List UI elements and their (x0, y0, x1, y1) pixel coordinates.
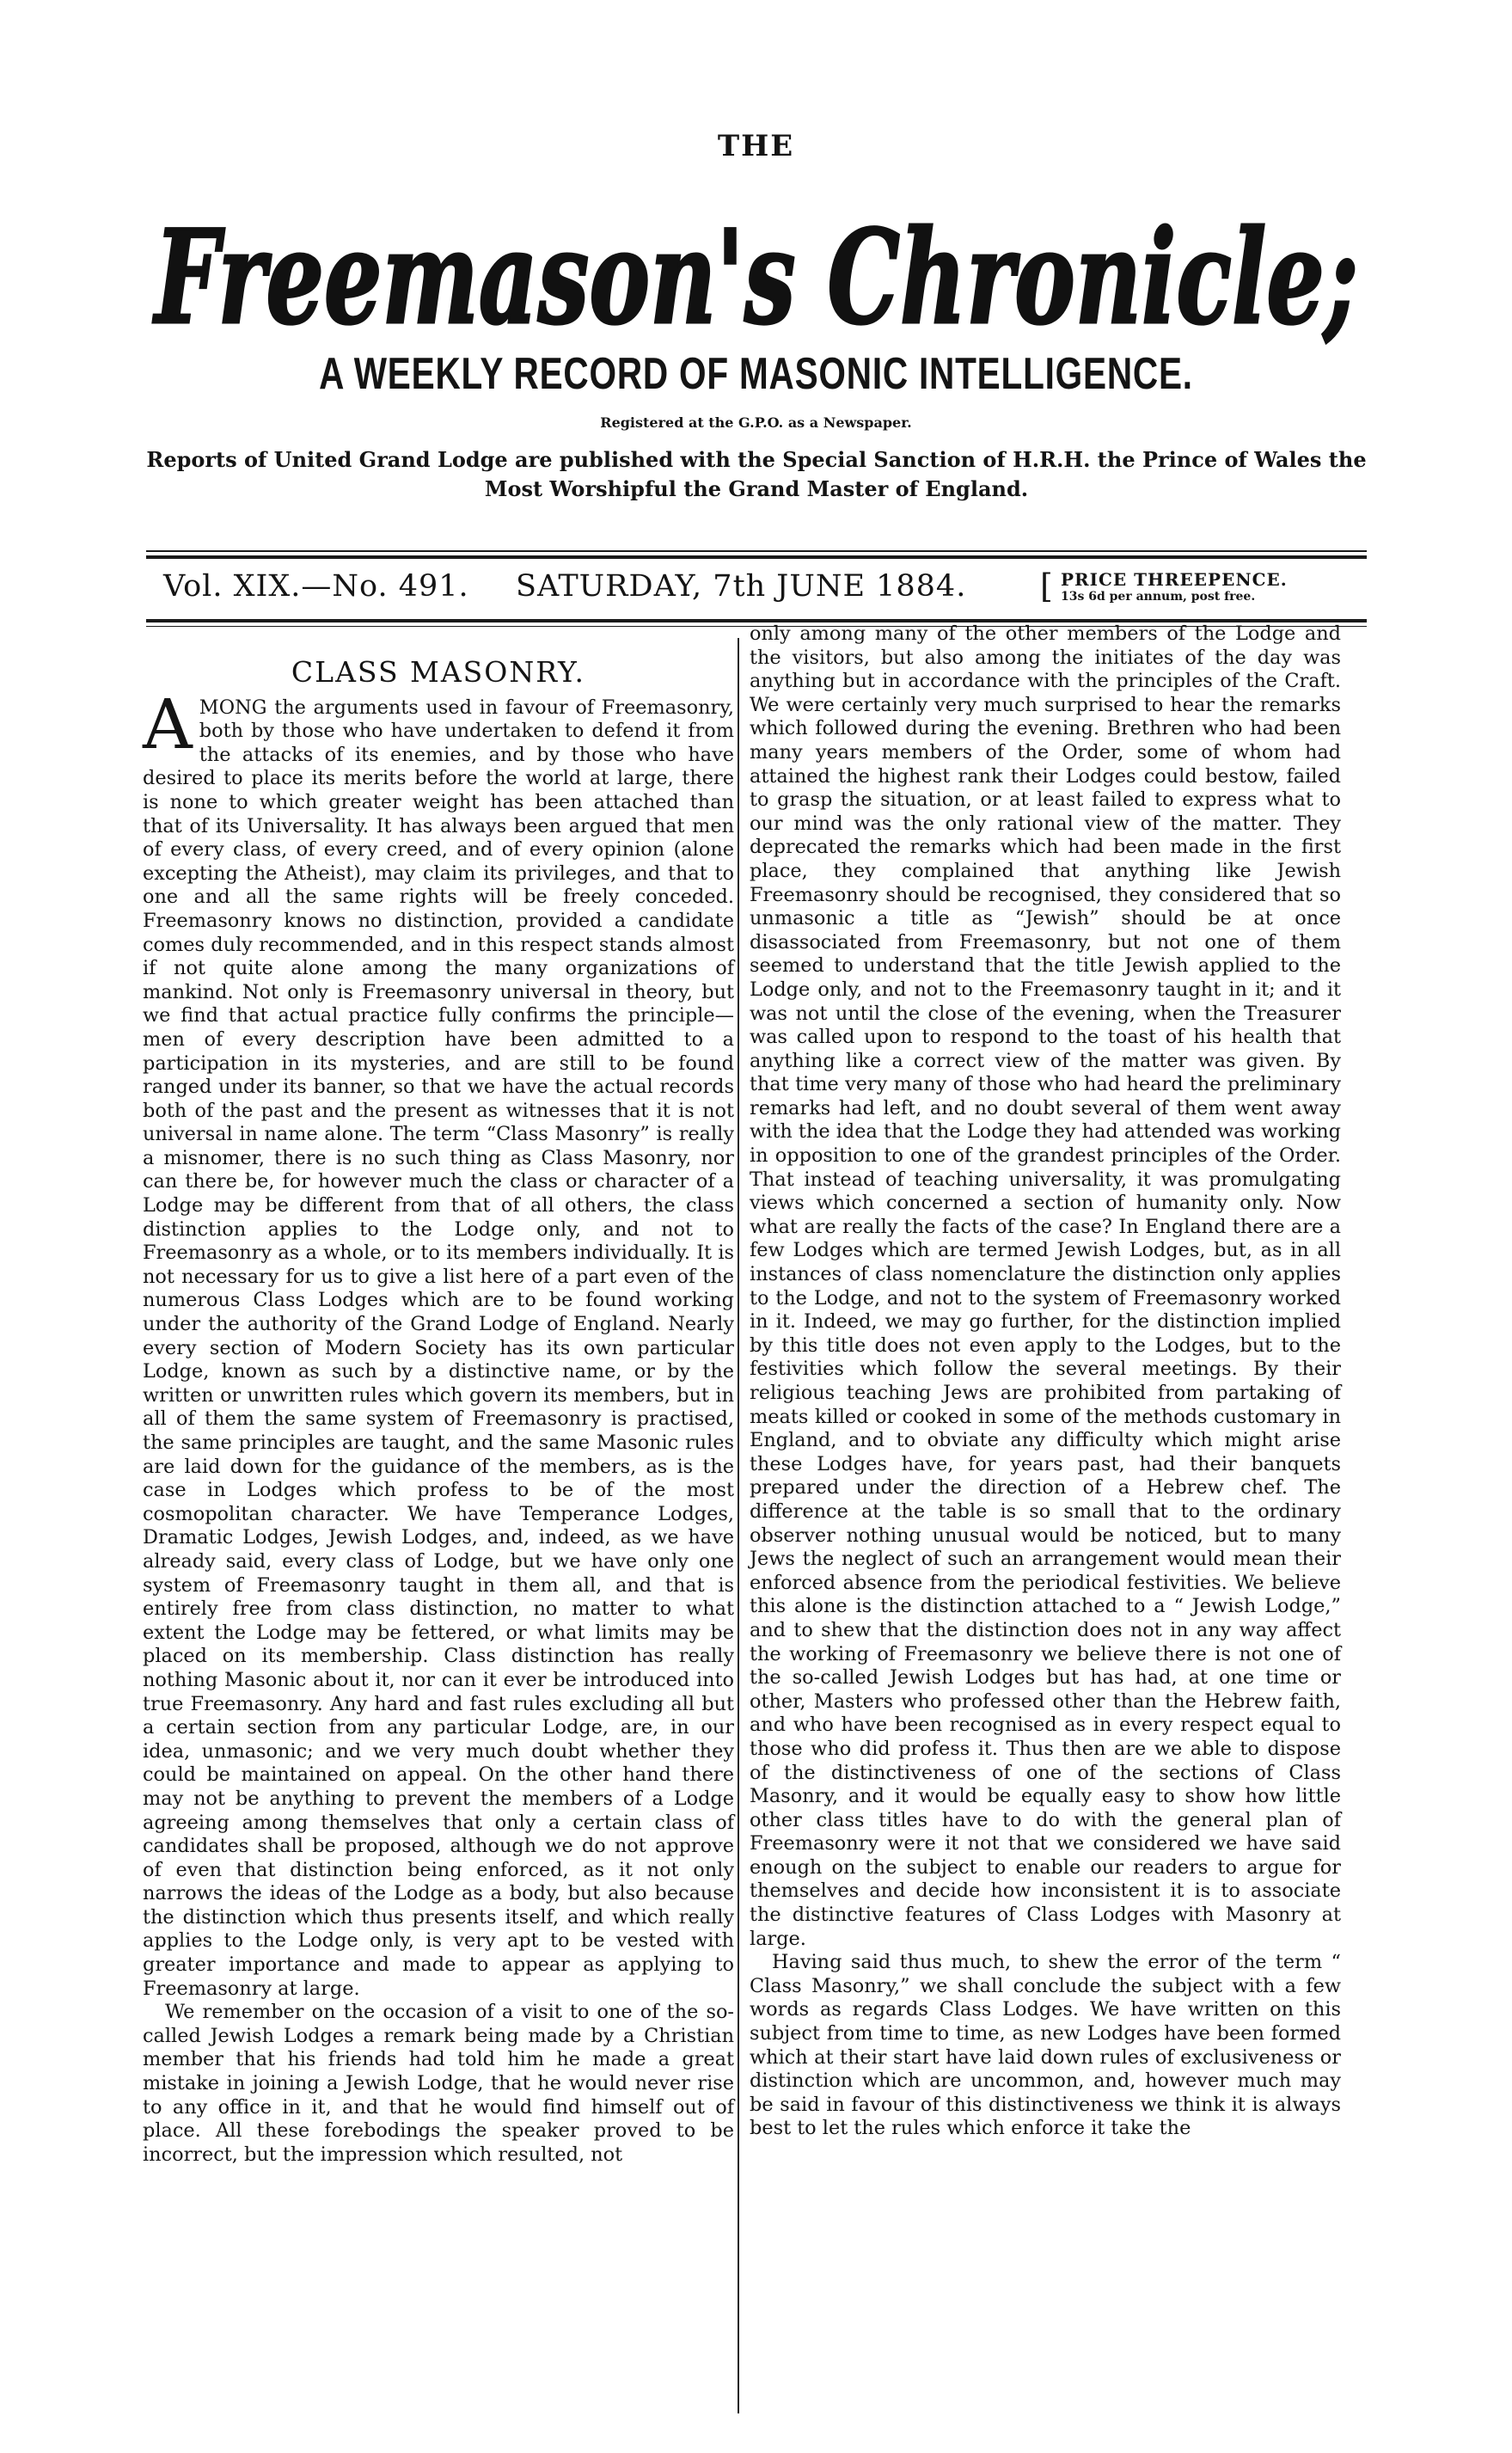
column-divider (738, 638, 739, 2413)
article-column-right (750, 622, 1341, 2141)
top-rule-thick (146, 555, 1367, 559)
article-title: CLASS MASONRY. (291, 655, 586, 689)
price-box (1040, 566, 1367, 609)
price-bracket: [ (1040, 567, 1053, 605)
volume-number: Vol. XIX.—No. 491. (163, 569, 469, 604)
sanction-notice: Reports of United Grand Lodge are published with the Special Sanction of H.R.H. the Prince of Wales the Most Worshipful the Grand Master of England. (146, 447, 1367, 501)
article-paragraph: Having said thus much, to shew the error of the term “ Class Masonry,” we shall conclude the subject with a few words as regards Class Lodges. We have written on this subject from time to time, as new Lodges have been formed which at their start have laid down rules of exclusiveness or distinction which are uncommon, and, however much may be said in favour of this distinctiveness we think it is always best to let the rules which enforce it take the (750, 1951, 1341, 2140)
masthead-text: Freemason's Chronicle; (152, 202, 1359, 353)
price: PRICE THREEPENCE. (1061, 569, 1288, 590)
article-paragraph (143, 684, 734, 2002)
article-paragraph: only among many of the other members of the Lodge and the visitors, but also among the initiates of the day was anything but in accordance with the principles of the Craft. We were certainly very much surprised to hear the remarks which followed during the evening. Brethren who had been many years members of the Order, some of whom had attained the highest rank their Lodges could bestow, failed to grasp the situation, or at least failed to express what to our mind was the only rational view of the matter. They deprecated the remarks which had been made in the first place, they complained that anything like Jewish Freemasonry should be recognised, they considered that so unmasonic a title as “Jewish” should be at once disassociated from Freemasonry, but not one of them seemed to understand that the title Jewish applied to the Lodge only, and not to the Freemasonry taught in it; and it was not until the close of the evening, when the Treasurer was called upon to respond to the toast of his health that anything like a correct view of the matter was given. By that time very many of those who had heard the preliminary remarks had left, and no doubt several of them went away with the idea that the Lodge they had attended was working in opposition to one of the grandest principles of the Order. That instead of teaching universality, it was promulgating views which concerned a section of humanity only. Now what are really the facts of the case? In England there are a few Lodges which are termed Jewish Lodges, but, as in all instances of class nomenclature the distinction only applies to the Lodge, and not to the system of Freemasonry worked in it. Indeed, we may go further, for the distinction implied by this title does not even apply to the Lodges, but to the festivities which follow the several meetings. By their religious teaching Jews are prohibited from partaking of meats killed or cooked in some of the methods customary in England, and to obviate any difficulty which might arise these Lodges have, for years past, had their banquets prepared under the direction of a Hebrew chef. The difference at the table is so small that to the ordinary observer nothing unusual would be noticed, but to many Jews the neglect of such an arrangement would mean their enforced absence from the periodical festivities. We believe this alone is the distinction attached to a “ Jewish Lodge,” and to shew that the distinction does not in any way affect the working of Freemasonry we believe there is not one of the so-called Jewish Lodges but has had, at one time or other, Masters who professed other than the Hebrew faith, and who have been recognised as in every respect equal to those who did profess it. Thus then are we able to dispose of the distinctiveness of one of the sections of Class Masonry, and it would be equally easy to show how little other class titles have to do with the general plan of Freemasonry were it not that we considered we have said enough on the subject to enable our readers to argue for themselves and decide how inconsistent it is to associate the distinctive features of Class Lodges with Masonry at large. (750, 622, 1341, 1950)
issue-bar (146, 566, 1367, 617)
subscription-rate: 13s 6d per annum, post free. (1061, 590, 1256, 604)
paragraph-text: MONG the arguments used in favour of Freemasonry, both by those who have undertaken to defend it from the attacks of its enemies, and by those who have desired to place its merits before the world at large, there is none to which greater weight has been attached than that of its Universality. It has always been argued that men of every class, of every creed, and of every opinion (alone excepting the Atheist), may claim its privileges, and that to one and all the same rights will be freely conceded. Freemasonry knows no distinction, provided a candidate comes duly recommended, and in this respect stands almost if not quite alone among the many organizations of mankind. Not only is Freemasonry universal in theory, but we find that actual practice fully confirms the principle—men of every description have been admitted to a participation in its mysteries, and are still to be found ranged under its banner, so that we have the actual records both of the past and the present as witnesses that it is not universal in name alone. The term “Class Masonry” is really a misnomer, there is no such thing as Class Masonry, nor can there be, for however much the class or character of a Lodge may be different from that of all others, the class distinction applies to the Lodge only, and not to Freemasonry as a whole, or to its members individually. It is not necessary for us to give a list here of a part even of the numerous Class Lodges which are to be found working under the authority of the Grand Lodge of England. Nearly every section of Modern Society has its own particular Lodge, known as such by a distinctive name, or by the written or unwritten rules which govern its members, but in all of them the same system of Freemasonry is practised, the same principles are taught, and the same Masonic rules are laid down for the guidance of the members, as is the case in Lodges which profess to be of the most cosmopolitan character. We have Temperance Lodges, Dramatic Lodges, Jewish Lodges, and, indeed, as we have already said, every class of Lodge, but we have only one system of Freemasonry taught in them all, and that is entirely free from class distinction, no matter to what extent the Lodge may be fettered, or what limits may be placed on its membership. Class distinction has really nothing Masonic about it, nor can it ever be introduced into true Freemasonry. Any hard and fast rules excluding all but a certain section from any particular Lodge, are, in our idea, unmasonic; and we very much doubt whether they could be maintained on appeal. On the other hand there may not be anything to prevent the members of a Lodge agreeing among themselves that only a certain class of candidates shall be proposed, although we do not approve of even that distinction being enforced, as it not only narrows the ideas of the Lodge as a body, but also because the distinction which thus presents itself, and which really applies to the Lodge only, is very apt to be vested with greater importance and made to appear as applying to Freemasonry at large. (143, 696, 734, 2000)
masthead-title (146, 181, 1367, 353)
article-column-left (143, 636, 734, 2167)
the-label: THE (717, 129, 795, 163)
masthead-blackletter (146, 181, 1367, 353)
subtitle: A WEEKLY RECORD OF MASONIC INTELLIGENCE. (319, 349, 1193, 399)
drop-cap: A (143, 684, 193, 764)
top-rule-thin (146, 550, 1367, 552)
registration-note: Registered at the G.P.O. as a Newspaper. (600, 414, 912, 431)
article-paragraph: We remember on the occasion of a visit to one of the so-called Jewish Lodges a remark being made by a Christian member that his friends had told him he made a great mistake in joining a Jewish Lodge, that he would never rise to any office in it, and that he would find himself out of place. All these forebodings the speaker proved to be incorrect, but the impression which resulted, not (143, 2001, 734, 2166)
issue-date: SATURDAY, 7th JUNE 1884. (516, 569, 967, 604)
